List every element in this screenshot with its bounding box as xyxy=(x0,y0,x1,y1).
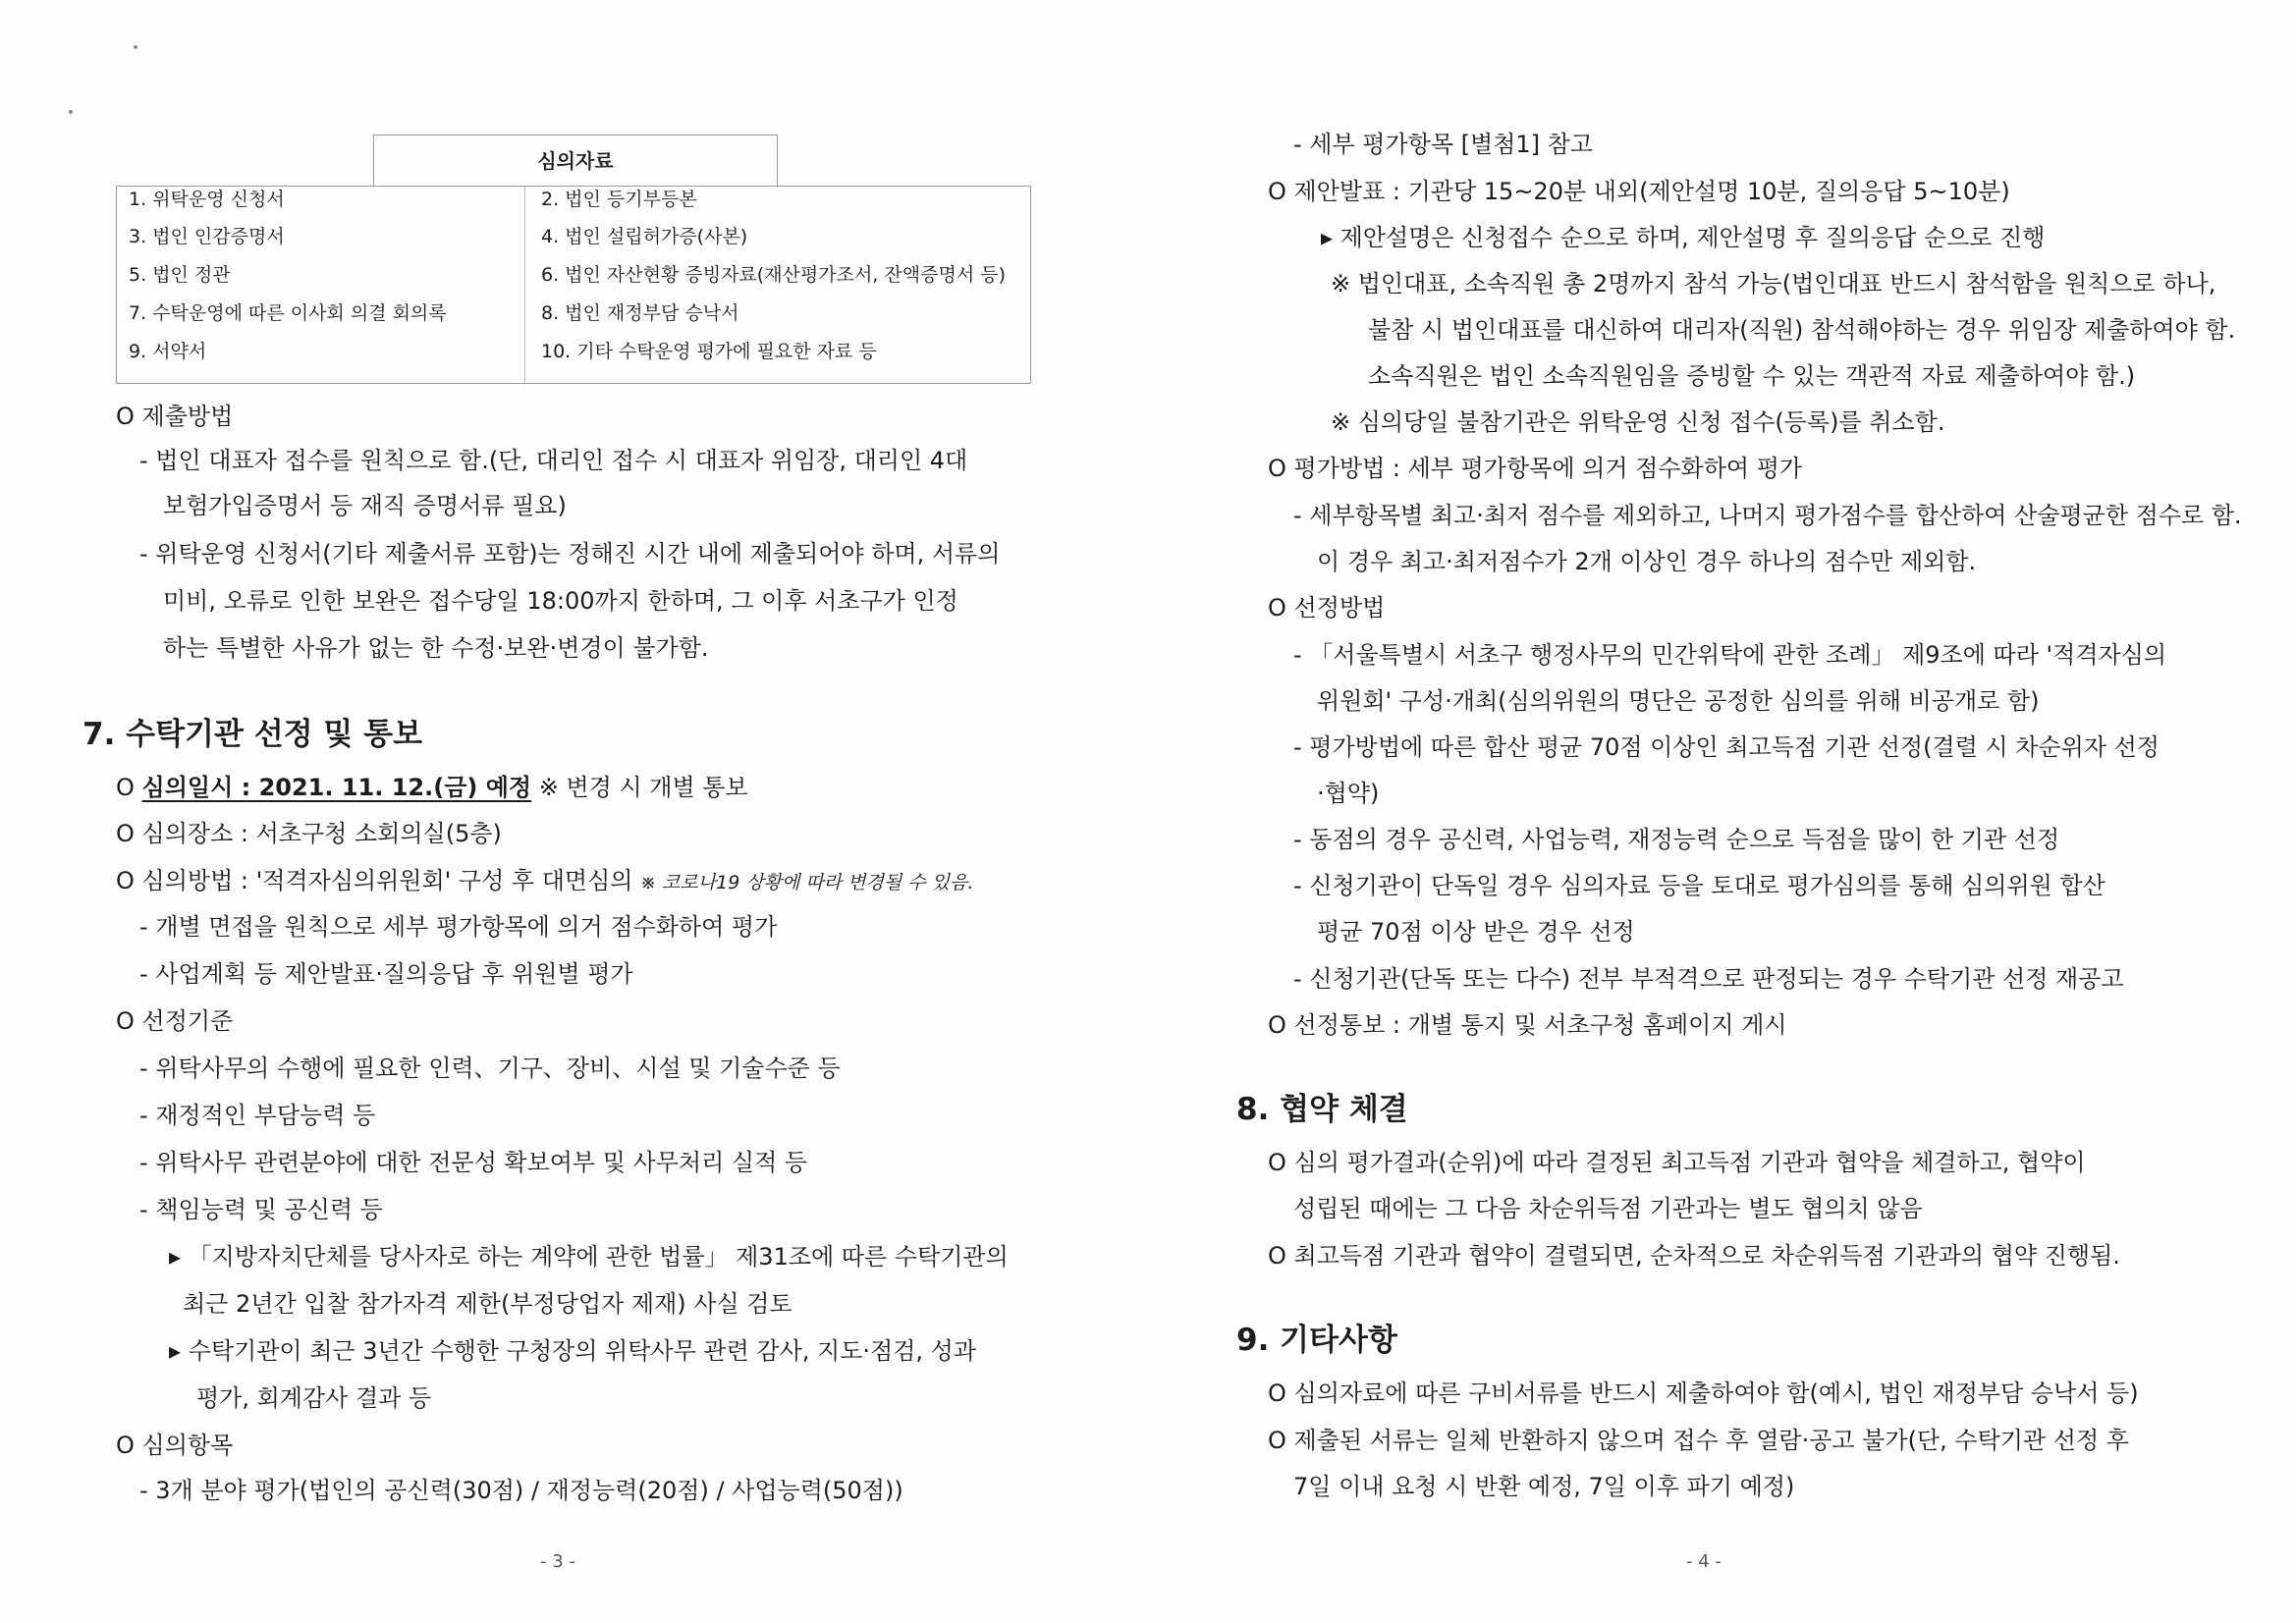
text-line: - 사업계획 등 제안발표·질의응답 후 위원별 평가 xyxy=(139,960,633,988)
table-cell: 5. 법인 정관 xyxy=(129,264,231,286)
page-number: - 4 - xyxy=(1686,1551,1722,1572)
text-line: - 세부항목별 최고·최저 점수를 제외하고, 나머지 평가점수를 합산하여 산술평균한 점수로 함. xyxy=(1293,502,2242,529)
table-title: 심의자료 xyxy=(373,135,778,187)
text-line: O 최고득점 기관과 협약이 결렬되면, 순차적으로 차순위득점 기관과의 협약 진행됨. xyxy=(1268,1242,2120,1270)
table-divider xyxy=(524,187,525,383)
text-line: ▸ 제안설명은 신청접수 순으로 하며, 제안설명 후 질의응답 순으로 진행 xyxy=(1321,224,2046,251)
text-line: O 심의 평가결과(순위)에 따라 결정된 최고득점 기관과 협약을 체결하고, 협약이 xyxy=(1268,1149,2086,1176)
review-date: 심의일시 : 2021. 11. 12.(금) 예정 xyxy=(141,774,532,801)
text-line: O 심의자료에 따른 구비서류를 반드시 제출하여야 함(예시, 법인 재정부담 승낙서 등) xyxy=(1268,1380,2139,1407)
text-line: 최근 2년간 입찰 참가자격 제한(부정당업자 제재) 사실 검토 xyxy=(183,1290,793,1318)
text-line: 위원회' 구성·개최(심의위원의 명단은 공정한 심의를 위해 비공개로 함) xyxy=(1317,687,2040,715)
scan-speck xyxy=(134,45,137,49)
text-line: - 위탁사무의 수행에 필요한 인력、기구、장비、시설 및 기술수준 등 xyxy=(139,1055,841,1082)
text-line: 미비, 오류로 인한 보완은 접수당일 18:00까지 한하며, 그 이후 서초구가 인정 xyxy=(163,587,958,615)
text-line: - 「서울특별시 서초구 행정사무의 민간위탁에 관한 조례」 제9조에 따라 '적격자심의 xyxy=(1293,641,2167,669)
text-line: - 책임능력 및 공신력 등 xyxy=(139,1196,383,1223)
text-line: 불참 시 법인대표를 대신하여 대리자(직원) 참석해야하는 경우 위임장 제출하여야 함. xyxy=(1368,316,2236,344)
text-line: 성립된 때에는 그 다음 차순위득점 기관과는 별도 협의치 않음 xyxy=(1293,1195,1923,1222)
text-line: 평가, 회계감사 결과 등 xyxy=(196,1384,432,1412)
submit-method-heading: O 제출방법 xyxy=(116,403,234,430)
table-cell: 3. 법인 인감증명서 xyxy=(129,226,285,247)
text-line: ※ 법인대표, 소속직원 총 2명까지 참석 가능(법인대표 반드시 참석함을 원칙으로 하나, xyxy=(1331,270,2216,298)
text-line: ※ 심의당일 불참기관은 위탁운영 신청 접수(등록)를 취소함. xyxy=(1331,408,1945,436)
section-9-title: 9. 기타사항 xyxy=(1236,1323,1397,1358)
text-line: - 동점의 경우 공신력, 사업능력, 재정능력 순으로 득점을 많이 한 기관 선정 xyxy=(1293,826,2060,853)
table-cell: 10. 기타 수탁운영 평가에 필요한 자료 등 xyxy=(541,341,877,362)
scan-speck xyxy=(69,110,73,114)
section-8-title: 8. 협약 체결 xyxy=(1236,1092,1408,1127)
text-line: O 제안발표 : 기관당 15~20분 내외(제안설명 10분, 질의응답 5~10분) xyxy=(1268,178,2010,205)
review-date-note: ※ 변경 시 개별 통보 xyxy=(531,774,748,801)
text-line: 보험가입증명서 등 재직 증명서류 필요) xyxy=(163,492,567,519)
text-line: 하는 특별한 사유가 없는 한 수정·보완·변경이 불가함. xyxy=(163,634,709,662)
table-cell: 6. 법인 자산현황 증빙자료(재산평가조서, 잔액증명서 등) xyxy=(541,264,1006,286)
text-line: 평균 70점 이상 받은 경우 선정 xyxy=(1317,918,1635,946)
table-cell: 2. 법인 등기부등본 xyxy=(541,189,697,210)
text-line: 소속직원은 법인 소속직원임을 증빙할 수 있는 객관적 자료 제출하여야 함.) xyxy=(1368,362,2136,390)
table-cell: 7. 수탁운영에 따른 이사회 의결 회의록 xyxy=(129,302,447,324)
review-method-line xyxy=(116,864,973,899)
text-line: - 위탁사무 관련분야에 대한 전문성 확보여부 및 사무처리 실적 등 xyxy=(139,1149,808,1176)
text-line: O 선정방법 xyxy=(1268,594,1386,622)
section-7-title: 7. 수탁기관 선정 및 통보 xyxy=(82,717,423,752)
criteria-heading: O 선정기준 xyxy=(116,1007,234,1035)
text-line: - 위탁운영 신청서(기타 제출서류 포함)는 정해진 시간 내에 제출되어야 하며, 서류의 xyxy=(139,540,1001,568)
table-cell: 1. 위탁운영 신청서 xyxy=(129,189,285,210)
text-line: ▸ 수탁기관이 최근 3년간 수행한 구청장의 위탁사무 관련 감사, 지도·점검, 성과 xyxy=(169,1337,977,1365)
review-date-line xyxy=(116,771,748,804)
text-line: O 선정통보 : 개별 통지 및 서초구청 홈페이지 게시 xyxy=(1268,1011,1787,1039)
review-documents-table xyxy=(116,186,1031,384)
review-place: O 심의장소 : 서초구청 소회의실(5층) xyxy=(116,820,502,847)
table-cell: 8. 법인 재정부담 승낙서 xyxy=(541,302,739,324)
page-number: - 3 - xyxy=(540,1551,575,1572)
page-4 xyxy=(1148,0,2296,1623)
text-line: ·협약) xyxy=(1317,780,1380,807)
text-line: - 평가방법에 따른 합산 평균 70점 이상인 최고득점 기관 선정(결렬 시 차순위자 선정 xyxy=(1293,733,2159,761)
text-line: - 재정적인 부담능력 등 xyxy=(139,1102,376,1129)
items-heading: O 심의항목 xyxy=(116,1432,234,1459)
text-line: - 법인 대표자 접수를 원칙으로 함.(단, 대리인 접수 시 대표자 위임장, 대리인 4대 xyxy=(139,447,968,474)
text-line: O 제출된 서류는 일체 반환하지 않으며 접수 후 열람·공고 불가(단, 수탁기관 선정 후 xyxy=(1268,1427,2129,1454)
text-line: O 평가방법 : 세부 평가항목에 의거 점수화하여 평가 xyxy=(1268,455,1803,482)
text-line: ▸ 「지방자치단체를 당사자로 하는 계약에 관한 법률」 제31조에 따른 수탁기관의 xyxy=(169,1243,1009,1271)
text-line: - 세부 평가항목 [별첨1] 참고 xyxy=(1293,131,1594,158)
text-line: - 3개 분야 평가(법인의 공신력(30점) / 재정능력(20점) / 사업능력(50점)) xyxy=(139,1477,903,1504)
text-line: - 신청기관이 단독일 경우 심의자료 등을 토대로 평가심의를 통해 심의위원 합산 xyxy=(1293,872,2105,899)
text-line: 이 경우 최고·최저점수가 2개 이상인 경우 하나의 점수만 제외함. xyxy=(1317,548,1977,575)
review-method-note: ※ 코로나19 상황에 따라 변경될 수 있음. xyxy=(640,872,974,893)
bullet: O xyxy=(116,774,142,801)
table-cell: 4. 법인 설립허가증(사본) xyxy=(541,226,748,247)
table-cell: 9. 서약서 xyxy=(129,341,207,362)
text-line: - 개별 면접을 원칙으로 세부 평가항목에 의거 점수화하여 평가 xyxy=(139,913,778,941)
text-line: - 신청기관(단독 또는 다수) 전부 부적격으로 판정되는 경우 수탁기관 선정 재공고 xyxy=(1293,965,2124,993)
review-method: O 심의방법 : '적격자심의위원회' 구성 후 대면심의 xyxy=(116,867,641,894)
text-line: 7일 이내 요청 시 반환 예정, 7일 이후 파기 예정) xyxy=(1293,1473,1795,1500)
